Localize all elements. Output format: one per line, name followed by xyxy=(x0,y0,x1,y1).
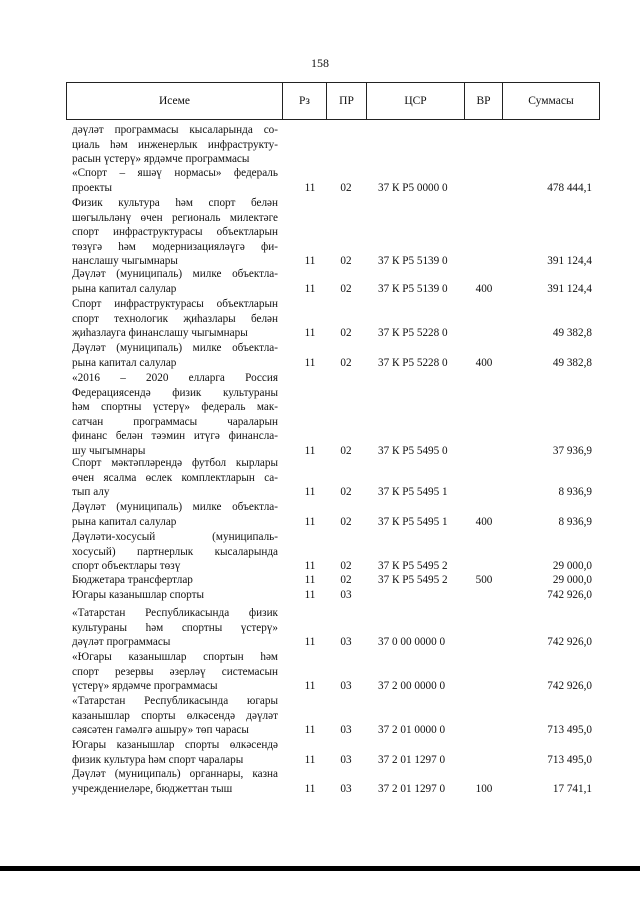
table-row xyxy=(0,650,640,694)
row-name-line: рына капитал салулар xyxy=(72,282,177,295)
row-sum: 391 124,4 xyxy=(547,255,592,267)
row-pr: 02 xyxy=(340,255,352,267)
row-name-line: җиһазлауга финанслашу чыгымнары xyxy=(72,327,248,339)
table-row xyxy=(0,456,640,500)
row-name-line: дәүләт программасы кысаларында со- xyxy=(72,124,278,136)
row-pr: 02 xyxy=(340,515,352,528)
row-name-line: рына капитал салулар xyxy=(72,515,177,528)
row-name-line: казанышлар спорты өлкәсендә дәүләт xyxy=(72,709,278,722)
row-name-line: Спорт инфраструктурасы объектларын xyxy=(72,298,278,310)
row-name-line: «Спорт – яшәү нормасы» федераль xyxy=(72,167,278,179)
row-rz: 11 xyxy=(304,753,316,766)
row-name xyxy=(72,738,278,767)
row-name-line: рына капитал салулар xyxy=(72,356,177,369)
table-row xyxy=(0,606,640,650)
row-rz: 11 xyxy=(304,680,316,692)
row-rz: 11 xyxy=(304,515,316,528)
table-row xyxy=(0,297,640,341)
row-rz: 11 xyxy=(304,327,316,339)
row-name-line: учреждениеләре, бюджеттан тыш xyxy=(72,782,233,795)
row-sum: 49 382,8 xyxy=(552,327,592,339)
row-pr: 02 xyxy=(340,327,352,339)
row-name-line: спорт инфраструктурасы объектларын xyxy=(72,226,278,238)
row-name-line: Югары казанышлар спорты xyxy=(72,589,205,601)
row-sum: 713 495,0 xyxy=(547,724,592,736)
row-csr: 37 К Р5 5495 2 xyxy=(378,560,448,572)
row-name-line: төзүгә һәм модернизацияләүгә фи- xyxy=(72,240,278,253)
row-name-line: Физик культура һәм спорт белән xyxy=(72,197,278,209)
table-row xyxy=(0,196,640,269)
row-rz: 11 xyxy=(304,486,316,498)
row-pr: 02 xyxy=(340,444,352,457)
row-rz: 11 xyxy=(304,444,316,457)
table-row xyxy=(0,166,640,195)
row-name-line: культураны һәм спортны үстерү» xyxy=(72,621,278,634)
row-name-line: Федерациясендә физик культураны xyxy=(72,386,278,399)
row-pr: 02 xyxy=(340,356,352,369)
row-csr: 37 К Р5 5495 0 xyxy=(378,444,448,457)
row-pr: 03 xyxy=(340,782,352,795)
row-sum: 37 936,9 xyxy=(552,444,592,457)
row-rz: 11 xyxy=(304,782,316,795)
row-name xyxy=(72,530,278,574)
table-row xyxy=(0,694,640,738)
row-rz: 11 xyxy=(304,181,316,194)
row-name xyxy=(72,267,278,296)
row-sum: 713 495,0 xyxy=(547,753,592,766)
header-name: Исеме xyxy=(67,83,283,119)
row-rz: 11 xyxy=(304,724,316,736)
header-sum: Суммасы xyxy=(528,95,574,107)
row-name-line: Дәүләти-хосусый (муниципаль- xyxy=(72,531,278,543)
table-row xyxy=(0,123,640,167)
row-name-line: сәясәтен гамәлгә ашыру» төп чарасы xyxy=(72,724,249,736)
row-name xyxy=(72,573,278,588)
row-rz: 11 xyxy=(304,282,316,295)
row-name-line: физик культура һәм спорт чаралары xyxy=(72,753,244,766)
row-name-line: Дәүләт (муниципаль) милке объектла- xyxy=(72,501,278,513)
row-sum: 478 444,1 xyxy=(547,181,592,194)
header-vr: ВР xyxy=(465,83,503,119)
row-rz: 11 xyxy=(304,636,316,648)
table-row xyxy=(0,767,640,796)
row-name xyxy=(72,123,278,167)
row-name-line: финанс белән тәэмин итүгә финансла- xyxy=(72,430,278,442)
row-name-line: спорт технологик җиһазлары белән xyxy=(72,312,278,325)
row-rz: 11 xyxy=(304,574,316,586)
row-rz: 11 xyxy=(304,356,316,369)
row-name-line: Югары казанышлар спорты өлкәсендә xyxy=(72,739,278,751)
row-csr: 37 2 01 0000 0 xyxy=(378,724,446,736)
table-header xyxy=(66,82,600,120)
row-csr: 37 К Р5 5139 0 xyxy=(378,255,448,267)
row-vr: 500 xyxy=(475,574,493,586)
row-name-line: циаль һәм инженерлык инфраструкту- xyxy=(72,138,278,151)
row-sum: 742 926,0 xyxy=(547,589,592,601)
row-pr: 02 xyxy=(340,486,352,498)
row-pr: 03 xyxy=(340,680,352,692)
row-pr: 02 xyxy=(340,282,352,295)
row-name-line: хосусый) партнерлык кысаларында xyxy=(72,545,278,558)
row-vr: 400 xyxy=(475,515,493,528)
row-vr: 400 xyxy=(475,282,493,295)
header-rz: Рз xyxy=(283,83,327,119)
row-name-line: «Татарстан Республикасында югары xyxy=(72,695,278,707)
row-name xyxy=(72,341,278,370)
row-name-line: Дәүләт (муниципаль) органнары, казна xyxy=(72,768,278,780)
row-pr: 02 xyxy=(340,574,352,586)
table-row xyxy=(0,267,640,296)
row-name-line: Дәүләт (муниципаль) милке объектла- xyxy=(72,342,278,354)
row-csr: 37 0 00 0000 0 xyxy=(378,636,446,648)
row-vr: 400 xyxy=(475,356,493,369)
row-name-line: «2016 – 2020 елларга Россия xyxy=(72,372,278,384)
row-name xyxy=(72,694,278,738)
row-name xyxy=(72,166,278,195)
row-pr: 02 xyxy=(340,181,352,194)
row-name-line: Спорт мәктәпләрендә футбол кырлары xyxy=(72,457,278,469)
header-csr: ЦСР xyxy=(367,83,465,119)
row-sum: 742 926,0 xyxy=(547,680,592,692)
row-name-line: дәүләт программасы xyxy=(72,636,171,648)
page-number: 158 xyxy=(311,56,329,70)
row-pr: 03 xyxy=(340,636,352,648)
row-name xyxy=(72,767,278,796)
row-name xyxy=(72,500,278,529)
table-row xyxy=(0,341,640,370)
row-sum: 742 926,0 xyxy=(547,636,592,648)
scan-edge xyxy=(0,866,640,871)
row-name-line: Бюджетара трансфертлар xyxy=(72,574,193,586)
row-sum: 49 382,8 xyxy=(552,356,592,369)
row-pr: 03 xyxy=(340,589,352,601)
row-pr: 03 xyxy=(340,753,352,766)
row-sum: 29 000,0 xyxy=(552,574,592,586)
row-rz: 11 xyxy=(304,255,316,267)
row-name xyxy=(72,456,278,500)
row-name xyxy=(72,371,278,458)
table-row xyxy=(0,588,640,603)
row-name-line: «Югары казанышлар спортын һәм xyxy=(72,651,278,663)
row-name-line: үстерү» ярдәмче программасы xyxy=(72,680,218,692)
row-rz: 11 xyxy=(304,589,316,601)
row-csr: 37 К Р5 0000 0 xyxy=(378,181,448,194)
row-sum: 29 000,0 xyxy=(552,560,592,572)
row-name xyxy=(72,588,278,603)
row-name-line: «Татарстан Республикасында физик xyxy=(72,607,278,619)
table-row xyxy=(0,573,640,588)
row-vr: 100 xyxy=(475,782,493,795)
row-name-line: тып алу xyxy=(72,486,110,498)
row-csr: 37 К Р5 5495 1 xyxy=(378,486,448,498)
row-pr: 02 xyxy=(340,560,352,572)
header-pr: ПР xyxy=(327,83,367,119)
row-csr: 37 2 01 1297 0 xyxy=(378,782,446,795)
row-name-line: нанслашу чыгымнары xyxy=(72,255,178,267)
row-name xyxy=(72,297,278,341)
row-csr: 37 2 01 1297 0 xyxy=(378,753,446,766)
row-name-line: спорт объектлары төзү xyxy=(72,560,181,572)
row-csr: 37 К Р5 5228 0 xyxy=(378,327,448,339)
row-name-line: һәм спортны үстерү» федераль мак- xyxy=(72,401,278,413)
row-name-line: расын үстерү» ярдәмче программасы xyxy=(72,153,250,165)
row-name-line: спорт резервы әзерләү системасын xyxy=(72,665,278,678)
row-name-line: шу чыгымнары xyxy=(72,444,146,457)
row-sum: 391 124,4 xyxy=(547,282,592,295)
row-rz: 11 xyxy=(304,560,316,572)
row-sum: 8 936,9 xyxy=(558,515,592,528)
row-csr: 37 К Р5 5495 2 xyxy=(378,574,448,586)
table-row xyxy=(0,738,640,767)
row-name-line: Дәүләт (муниципаль) милке объектла- xyxy=(72,268,278,280)
row-sum: 8 936,9 xyxy=(558,486,592,498)
row-name xyxy=(72,606,278,650)
row-name-line: проекты xyxy=(72,181,112,194)
row-pr: 03 xyxy=(340,724,352,736)
table-row xyxy=(0,530,640,574)
table-row xyxy=(0,371,640,458)
row-name-line: шөгыльләнү өчен региональ милектәге xyxy=(72,211,278,224)
row-csr: 37 К Р5 5139 0 xyxy=(378,282,448,295)
row-name xyxy=(72,196,278,269)
row-name-line: өчен ясалма өслек комплектларын са- xyxy=(72,471,278,484)
row-csr: 37 К Р5 5228 0 xyxy=(378,356,448,369)
table-row xyxy=(0,500,640,529)
row-name-line: сатчан программасы чараларын xyxy=(72,415,278,428)
row-csr: 37 2 00 0000 0 xyxy=(378,680,446,692)
row-name xyxy=(72,650,278,694)
row-csr: 37 К Р5 5495 1 xyxy=(378,515,448,528)
row-sum: 17 741,1 xyxy=(552,782,592,795)
